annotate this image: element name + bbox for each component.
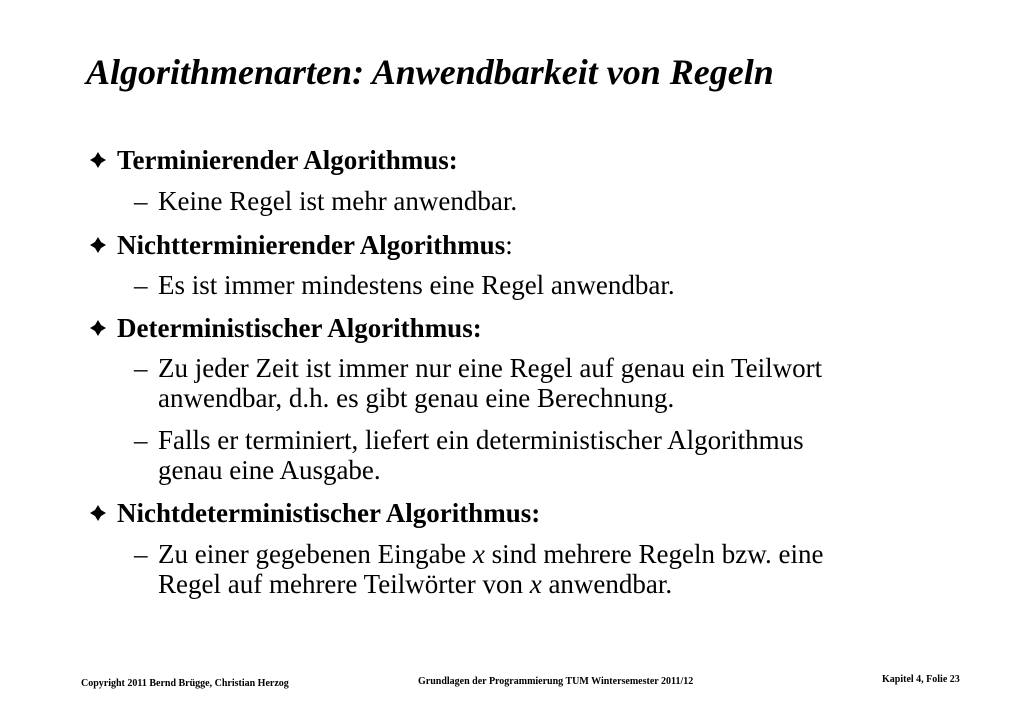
footer-copyright: Copyright 2011 Bernd Brügge, Christian Herzog [81,678,289,689]
sub-item [134,425,804,455]
sub-item-text-part: Zu einer gegebenen Eingabe [158,539,473,569]
sub-item [134,539,823,569]
sub-item-text-part: sind mehrere Regeln bzw. eine [484,539,824,569]
sub-item-text-part: Regel auf mehrere Teilwörter von [158,569,530,599]
footer-course: Grundlagen der Programmierung TUM Wintersemester 2011/12 [418,676,694,687]
sub-item-text: Zu jeder Zeit ist immer nur eine Regel auf genau ein Teilwort [158,353,823,383]
diamond-bullet-icon [89,504,107,522]
sub-item-text: Keine Regel ist mehr anwendbar. [158,186,518,216]
bullet-heading [117,229,513,261]
bullet-heading-colon: : [531,498,541,528]
sub-item [134,186,517,216]
diamond-bullet-icon [89,236,107,254]
sub-item-text: Es ist immer mindestens eine Regel anwendbar. [158,270,675,300]
bullet-heading-text: Nichtterminierender Algorithmus [117,230,506,260]
bullet-heading [117,497,540,529]
bullet-heading [117,312,482,344]
sub-item-continuation: anwendbar, d.h. es gibt genau eine Berechnung. [158,383,675,413]
sub-item [134,353,822,383]
diamond-bullet-icon [89,319,107,337]
bullet-heading-colon: : [448,145,458,175]
dash-marker: – [134,539,148,569]
bullet-heading-colon: : [472,313,482,343]
dash-marker: – [134,270,148,300]
footer-slide-ref: Kapitel 4, Folie 23 [882,674,960,685]
sub-item-continuation [158,569,672,599]
slide-title: Algorithmenarten: Anwendbarkeit von Regeln [86,52,774,92]
bullet-heading-text: Terminierender Algorithmus [117,145,449,175]
dash-marker: – [134,425,148,455]
variable-x: x [472,539,485,569]
dash-marker: – [134,186,148,216]
bullet-heading-colon: : [505,230,513,260]
bullet-heading [117,144,458,176]
sub-item-text: Falls er terminiert, liefert ein deterministischer Algorithmus [158,425,804,455]
sub-item-continuation: genau eine Ausgabe. [158,455,381,485]
variable-x: x [529,569,542,599]
diamond-bullet-icon [89,151,107,169]
sub-item [134,270,675,300]
bullet-heading-text: Nichtdeterministischer Algorithmus [117,498,532,528]
sub-item-text-part: anwendbar. [541,569,673,599]
bullet-heading-text: Deterministischer Algorithmus [117,313,473,343]
dash-marker: – [134,353,148,383]
